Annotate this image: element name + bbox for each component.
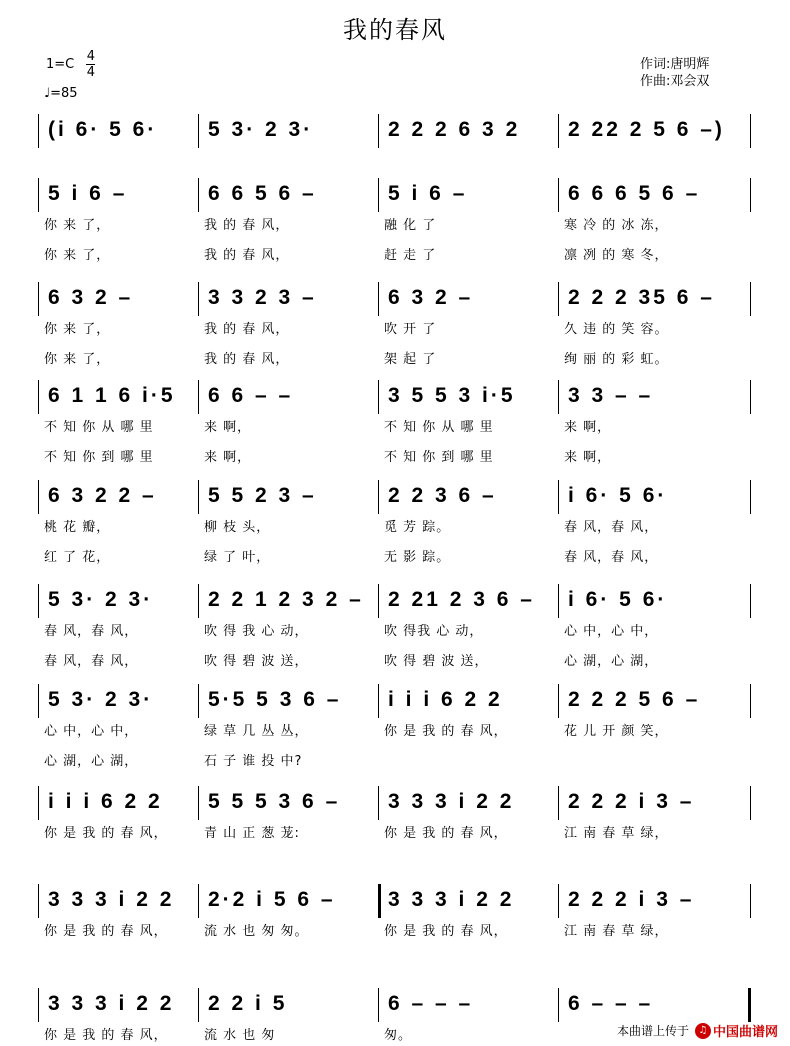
barline [558, 786, 559, 820]
lyric-segment: 心 湖，心 湖， [44, 754, 139, 769]
barline [750, 380, 751, 414]
measure [48, 784, 194, 818]
lyric-segment: 来 啊， [204, 420, 252, 435]
barline [38, 988, 39, 1022]
lyric-segment: 你 是 我 的 春 风， [384, 826, 508, 841]
footer [617, 1021, 778, 1040]
barline [198, 884, 199, 918]
lyric-segment: 我 的 春 风， [204, 352, 290, 367]
barline [748, 988, 751, 1022]
lyric-segment: 我 的 春 风， [204, 218, 290, 233]
measure [208, 176, 374, 210]
lyric-segment: 绿 草 几 丛 丛， [204, 724, 309, 739]
lyric-segment: 不 知 你 到 哪 里 [44, 450, 154, 465]
notes: 2 22 2 5 6 –) [568, 118, 725, 141]
barline [378, 684, 379, 718]
staff-system-6 [38, 582, 752, 618]
notes: i 6· 5 6· [568, 484, 668, 507]
measure [388, 582, 554, 616]
measure [48, 378, 194, 412]
measure [388, 478, 554, 512]
measure [388, 176, 554, 210]
measure [568, 176, 746, 210]
lyric-segment: 凛 冽 的 寒 冬， [564, 248, 669, 263]
barline [198, 282, 199, 316]
barline [38, 114, 39, 148]
key-signature: 1=C [46, 57, 75, 72]
notes: i i i 6 2 2 [388, 688, 503, 711]
barline [198, 584, 199, 618]
barline [558, 178, 559, 212]
barline [750, 684, 751, 718]
measure [568, 582, 746, 616]
barline [38, 884, 39, 918]
lyric-segment: 我 的 春 风， [204, 248, 290, 263]
staff-system-8 [38, 784, 752, 820]
barline [38, 684, 39, 718]
composer: 作曲:邓会双 [640, 74, 710, 89]
barline [750, 786, 751, 820]
lyric-segment: 春 风，春 风， [44, 654, 139, 669]
notes: i 6· 5 6· [568, 588, 668, 611]
notes: 6 1 1 6 i·5 [48, 384, 176, 407]
barline [378, 480, 379, 514]
lyric-segment: 你 来 了， [44, 352, 111, 367]
notes: 6 3 2 – [388, 286, 474, 309]
barline [750, 282, 751, 316]
lyric-segment: 江 南 春 草 绿， [564, 826, 669, 841]
measure [388, 112, 554, 146]
lyric-segment: 吹 得 碧 波 送， [384, 654, 489, 669]
notes: 3 3 3 i 2 2 [48, 888, 175, 911]
measure [208, 882, 374, 916]
measure [48, 986, 194, 1020]
notes: 5 3· 2 3· [208, 118, 314, 141]
lyric-segment: 不 知 你 从 哪 里 [44, 420, 154, 435]
staff-system-7 [38, 682, 752, 718]
measure [48, 112, 194, 146]
barline [558, 884, 559, 918]
barline [750, 114, 751, 148]
lyric-segment: 你 来 了， [44, 322, 111, 337]
lyric-segment: 来 啊， [564, 420, 612, 435]
measure [208, 682, 374, 716]
notes: 6 6 – – [208, 384, 294, 407]
barline [198, 114, 199, 148]
notes: 2 21 2 3 6 – [388, 588, 535, 611]
notes: 2 2 i 5 [208, 992, 288, 1015]
barline [198, 480, 199, 514]
measure [208, 378, 374, 412]
lyricist: 作词:唐明辉 [640, 57, 710, 72]
barline [558, 584, 559, 618]
measure [568, 986, 746, 1020]
lyric-segment: 桃 花 瓣， [44, 520, 111, 535]
notes: (i 6· 5 6· [48, 118, 158, 141]
lyric-segment: 你 是 我 的 春 风， [44, 1028, 168, 1043]
measure [388, 378, 554, 412]
staff-system-3 [38, 280, 752, 316]
notes: 2 2 2 i 3 – [568, 888, 695, 911]
measure [388, 784, 554, 818]
lyric-segment: 春 风，春 风， [564, 550, 659, 565]
lyric-segment: 寒 冷 的 冰 冻， [564, 218, 669, 233]
staff-system-9 [38, 882, 752, 918]
notes: 6 – – – [568, 992, 654, 1015]
notes: 5 3· 2 3· [48, 688, 154, 711]
lyric-segment: 不 知 你 从 哪 里 [384, 420, 494, 435]
barline [378, 178, 379, 212]
lyric-segment: 我 的 春 风， [204, 322, 290, 337]
lyric-segment: 春 风，春 风， [564, 520, 659, 535]
lyric-segment: 流 水 也 匆 匆。 [204, 924, 309, 939]
barline [378, 884, 381, 918]
notes: 5 5 2 3 – [208, 484, 317, 507]
key-and-time [46, 50, 95, 79]
measure [208, 784, 374, 818]
lyric-segment: 吹 得 我 心 动， [204, 624, 309, 639]
lyric-segment: 觅 芳 踪。 [384, 520, 451, 535]
tempo-value: =85 [50, 86, 78, 101]
quarter-note-icon: ♩ [44, 86, 51, 101]
notes: 6 3 2 – [48, 286, 134, 309]
notes: 3 3 3 i 2 2 [388, 790, 515, 813]
notes: 2 2 1 2 3 2 – [208, 588, 364, 611]
lyric-segment: 心 湖，心 湖， [564, 654, 659, 669]
notes: 6 6 6 5 6 – [568, 182, 701, 205]
notes: 3 5 5 3 i·5 [388, 384, 516, 407]
barline [38, 786, 39, 820]
lyric-segment: 你 来 了， [44, 218, 111, 233]
measure [48, 280, 194, 314]
notes: 2 2 2 6 3 2 [388, 118, 521, 141]
lyric-segment: 你 来 了， [44, 248, 111, 263]
notes: 2·2 i 5 6 – [208, 888, 336, 911]
barline [378, 114, 379, 148]
lyric-segment: 来 啊， [564, 450, 612, 465]
lyric-segment: 你 是 我 的 春 风， [44, 924, 168, 939]
measure [388, 280, 554, 314]
measure [208, 478, 374, 512]
barline [378, 584, 379, 618]
barline [558, 114, 559, 148]
measure [208, 582, 374, 616]
measure [208, 986, 374, 1020]
measure [388, 986, 554, 1020]
credits [640, 56, 709, 90]
measure [568, 882, 746, 916]
lyric-segment: 绿 了 叶， [204, 550, 271, 565]
lyric-segment: 青 山 正 葱 茏: [204, 826, 300, 841]
lyric-segment: 柳 枝 头， [204, 520, 271, 535]
lyric-segment: 你 是 我 的 春 风， [44, 826, 168, 841]
measure [568, 478, 746, 512]
score-title: 我的春风 [343, 16, 447, 44]
notes: 3 3 3 i 2 2 [48, 992, 175, 1015]
measure [568, 112, 746, 146]
measure [208, 112, 374, 146]
measure [48, 582, 194, 616]
lyric-segment: 吹 得我 心 动， [384, 624, 484, 639]
notes: 5 5 5 3 6 – [208, 790, 341, 813]
time-top: 4 [86, 49, 96, 64]
measure [568, 378, 746, 412]
lyric-segment: 心 中，心 中， [564, 624, 659, 639]
notes: 5·5 5 3 6 – [208, 688, 342, 711]
measure [208, 280, 374, 314]
barline [750, 884, 751, 918]
lyric-segment: 你 是 我 的 春 风， [384, 724, 508, 739]
lyric-segment: 流 水 也 匆 [204, 1028, 276, 1043]
measure [388, 682, 554, 716]
barline [378, 786, 379, 820]
tempo-marking [44, 86, 78, 101]
barline [378, 380, 379, 414]
lyric-segment: 来 啊， [204, 450, 252, 465]
staff-system-5 [38, 478, 752, 514]
barline [750, 178, 751, 212]
measure [48, 882, 194, 916]
barline [198, 684, 199, 718]
lyric-segment: 久 违 的 笑 容。 [564, 322, 669, 337]
barline [558, 480, 559, 514]
barline [378, 988, 379, 1022]
staff-system-10 [38, 986, 752, 1022]
measure [568, 280, 746, 314]
measure [388, 882, 554, 916]
barline [38, 584, 39, 618]
lyric-segment: 红 了 花， [44, 550, 111, 565]
lyric-segment: 赶 走 了 [384, 248, 437, 263]
notes: i i i 6 2 2 [48, 790, 163, 813]
notes: 2 2 2 35 6 – [568, 286, 715, 309]
music-note-icon: ♫ [695, 1023, 711, 1039]
notes: 6 3 2 2 – [48, 484, 157, 507]
barline [750, 584, 751, 618]
notes: 2 2 3 6 – [388, 484, 497, 507]
lyric-segment: 匆。 [384, 1028, 413, 1043]
notes: 3 3 – – [568, 384, 654, 407]
staff-system-1 [38, 112, 752, 148]
barline [378, 282, 379, 316]
lyric-segment: 绚 丽 的 彩 虹。 [564, 352, 669, 367]
barline [198, 988, 199, 1022]
notes: 5 i 6 – [48, 182, 128, 205]
barline [558, 380, 559, 414]
footer-text: 本曲谱上传于 [616, 1024, 689, 1038]
measure [568, 682, 746, 716]
site-logo [695, 1021, 778, 1040]
measure [48, 478, 194, 512]
lyric-segment: 不 知 你 到 哪 里 [384, 450, 494, 465]
barline [198, 178, 199, 212]
lyric-segment: 融 化 了 [384, 218, 437, 233]
lyric-segment: 你 是 我 的 春 风， [384, 924, 508, 939]
barline [38, 178, 39, 212]
notes: 3 3 3 i 2 2 [388, 888, 515, 911]
time-signature [86, 50, 95, 79]
lyric-segment: 吹 开 了 [384, 322, 437, 337]
measure [48, 176, 194, 210]
measure [568, 784, 746, 818]
measure [48, 682, 194, 716]
lyric-segment: 吹 得 碧 波 送， [204, 654, 309, 669]
lyric-segment: 春 风，春 风， [44, 624, 139, 639]
barline [558, 988, 559, 1022]
notes: 5 i 6 – [388, 182, 468, 205]
staff-system-4 [38, 378, 752, 414]
barline [38, 480, 39, 514]
notes: 6 – – – [388, 992, 474, 1015]
staff-system-2 [38, 176, 752, 212]
notes: 2 2 2 i 3 – [568, 790, 695, 813]
barline [750, 480, 751, 514]
lyric-segment: 心 中，心 中， [44, 724, 139, 739]
site-logo-text: 中国曲谱网 [712, 1025, 778, 1040]
lyric-segment: 石 子 谁 投 中? [204, 754, 303, 769]
barline [558, 282, 559, 316]
notes: 2 2 2 5 6 – [568, 688, 701, 711]
notes: 5 3· 2 3· [48, 588, 154, 611]
lyric-segment: 架 起 了 [384, 352, 437, 367]
notes: 3 3 2 3 – [208, 286, 317, 309]
barline [198, 786, 199, 820]
notes: 6 6 5 6 – [208, 182, 317, 205]
barline [198, 380, 199, 414]
lyric-segment: 江 南 春 草 绿， [564, 924, 669, 939]
time-bottom: 4 [86, 65, 96, 80]
lyric-segment: 花 儿 开 颜 笑， [564, 724, 669, 739]
barline [38, 282, 39, 316]
barline [38, 380, 39, 414]
barline [558, 684, 559, 718]
lyric-segment: 无 影 踪。 [384, 550, 451, 565]
